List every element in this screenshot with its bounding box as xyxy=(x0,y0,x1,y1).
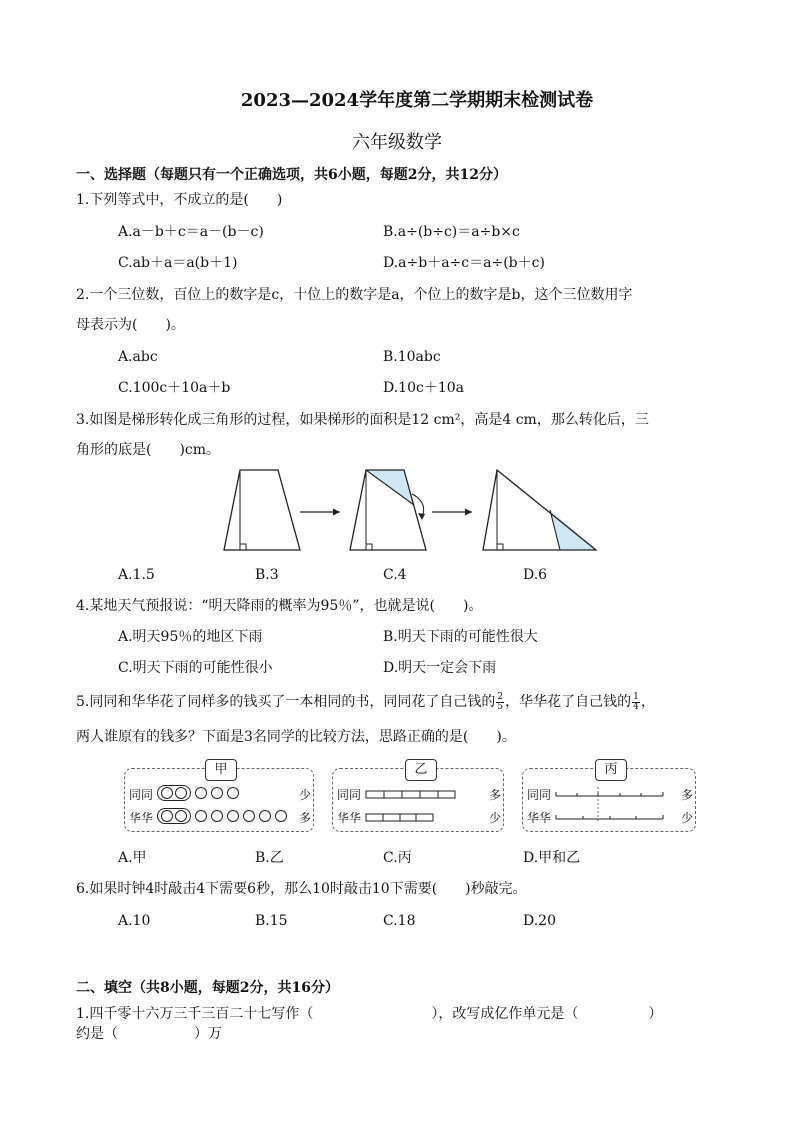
q6-option-c: C.18 xyxy=(383,913,416,929)
circle-icon xyxy=(211,787,223,799)
q6-option-b: B.15 xyxy=(255,913,288,929)
s2-q1-part3: ） xyxy=(648,1006,663,1022)
section2-heading: 二、填空（共8小题，每题2分，共16分） xyxy=(76,980,339,996)
q5-stem-part3: ， xyxy=(640,694,655,710)
q3-stem-line1: 3.如图是梯形转化成三角形的过程，如果梯形的面积是12 cm²，高是4 cm，那么转化后，三 xyxy=(76,412,649,428)
q6-option-d: D.20 xyxy=(523,913,556,929)
circle-icon xyxy=(275,810,287,822)
panel-tag: 乙 xyxy=(405,759,437,781)
circle-icon xyxy=(259,810,271,822)
fraction-denominator: 5 xyxy=(497,701,504,712)
q4-option-a: A.明天95％的地区下雨 xyxy=(118,629,263,645)
line-segments xyxy=(555,787,667,823)
fraction-numerator: 2 xyxy=(497,691,504,702)
arrowhead-icon xyxy=(333,509,340,516)
circle-icon xyxy=(227,787,239,799)
q5-option-a: A.甲 xyxy=(118,850,147,866)
q1-option-d: D.a÷b＋a÷c＝a÷(b＋c) xyxy=(383,255,545,271)
end-label: 多 xyxy=(681,788,694,802)
circle-icon xyxy=(175,810,187,822)
circle-icon xyxy=(175,787,187,799)
circle-row-huahua xyxy=(157,808,291,824)
circle-icon xyxy=(195,787,207,799)
end-label: 少 xyxy=(299,788,312,802)
spent-group xyxy=(157,808,191,824)
circle-row-tongtong xyxy=(157,785,243,801)
fraction-denominator: 4 xyxy=(633,701,639,712)
exam-title: 2023—2024学年度第二学期期末检测试卷 xyxy=(240,90,594,111)
end-label: 少 xyxy=(489,811,502,825)
q1-option-b: B.a÷(b÷c)＝a÷b×c xyxy=(383,224,520,240)
q3-option-c: C.4 xyxy=(383,567,407,583)
circle-icon xyxy=(227,810,239,822)
circle-icon xyxy=(161,810,173,822)
end-label: 多 xyxy=(299,811,312,825)
row-label-tongtong: 同同 xyxy=(129,788,154,802)
q1-stem: 1.下列等式中，不成立的是( ) xyxy=(76,192,283,208)
circle-icon xyxy=(243,810,255,822)
q4-stem: 4.某地天气预报说：“明天降雨的概率为95％”，也就是说( )。 xyxy=(76,598,483,614)
end-label: 多 xyxy=(489,788,502,802)
s2-q1-part5: ）万 xyxy=(194,1026,222,1042)
fraction-numerator: 1 xyxy=(633,691,639,702)
q2-option-c: C.100c＋10a＋b xyxy=(118,380,231,396)
bar-tongtong xyxy=(366,791,455,798)
row-label-tongtong: 同同 xyxy=(337,788,362,802)
q5-stem-line2: 两人谁原有的钱多？下面是3名同学的比较方法，思路正确的是( )。 xyxy=(76,729,516,745)
row-label-tongtong: 同同 xyxy=(527,788,552,802)
q3-option-a: A.1.5 xyxy=(118,567,155,583)
arrowhead-icon xyxy=(418,513,425,520)
section1-heading: 一、选择题（每题只有一个正确选项，共6小题，每题2分，共12分） xyxy=(76,167,507,183)
right-angle-mark xyxy=(240,544,246,550)
s2-q1-line1 xyxy=(76,1004,662,1024)
q5-option-d: D.甲和乙 xyxy=(523,850,581,866)
row-label-huahua: 华华 xyxy=(129,811,154,825)
q1-option-a: A.a－b＋c＝a－(b－c) xyxy=(118,224,264,240)
method-panel-bing xyxy=(522,762,696,832)
segment-bars xyxy=(365,787,457,823)
method-panel-jia xyxy=(124,762,314,832)
q2-option-d: D.10c＋10a xyxy=(383,380,464,396)
s2-q1-part2: ），改写成亿作单元是（ xyxy=(431,1006,579,1022)
exam-subtitle: 六年级数学 xyxy=(352,132,442,153)
arrowhead-icon xyxy=(465,509,472,516)
panel-tag: 甲 xyxy=(205,759,237,781)
q2-option-a: A.abc xyxy=(118,349,158,365)
circle-icon xyxy=(195,810,207,822)
q5-stem-part2: ，华华花了自己钱的 xyxy=(505,694,632,710)
q4-option-b: B.明天下雨的可能性很大 xyxy=(383,629,538,645)
row-label-huahua: 华华 xyxy=(527,811,552,825)
q3-stem-line2: 角形的底是( )cm。 xyxy=(76,442,221,458)
q3-option-b: B.3 xyxy=(255,567,279,583)
circle-icon xyxy=(161,787,173,799)
q2-stem-line1: 2.一个三位数，百位上的数字是c，十位上的数字是a，个位上的数字是b，这个三位数用字 xyxy=(76,287,633,303)
circle-icon xyxy=(211,810,223,822)
right-angle-mark xyxy=(366,544,372,550)
right-angle-mark xyxy=(497,544,503,550)
row-label-huahua: 华华 xyxy=(337,811,362,825)
q5-option-c: C.丙 xyxy=(383,850,412,866)
q4-option-c: C.明天下雨的可能性很小 xyxy=(118,660,273,676)
end-label: 少 xyxy=(681,811,694,825)
q6-option-a: A.10 xyxy=(118,913,151,929)
q1-option-c: C.ab＋a＝a(b＋1) xyxy=(118,255,238,271)
trapezoid-shape xyxy=(224,470,300,550)
panel-tag: 丙 xyxy=(595,759,627,781)
q5-stem-line1 xyxy=(76,692,655,712)
s2-q1-line2 xyxy=(76,1024,222,1044)
q2-option-b: B.10abc xyxy=(383,349,441,365)
s2-q1-part1: 1.四千零十六万三千三百二十七写作（ xyxy=(76,1006,314,1022)
q6-stem: 6.如果时钟4时敲击4下需要6秒，那么10时敲击10下需要( )秒敲完。 xyxy=(76,881,527,897)
q5-stem-part1: 5.同同和华华花了同样多的钱买了一本相同的书，同同花了自己钱的 xyxy=(76,694,496,710)
fraction-two-fifths xyxy=(496,693,504,712)
fraction-one-fourth xyxy=(632,693,640,712)
q3-option-d: D.6 xyxy=(523,567,548,583)
spent-group xyxy=(157,785,191,801)
q2-stem-line2: 母表示为( )。 xyxy=(76,317,185,333)
q4-option-d: D.明天一定会下雨 xyxy=(383,660,497,676)
q5-option-b: B.乙 xyxy=(255,850,284,866)
s2-q1-part4: 约是（ xyxy=(76,1026,118,1042)
method-panel-yi xyxy=(332,762,504,832)
